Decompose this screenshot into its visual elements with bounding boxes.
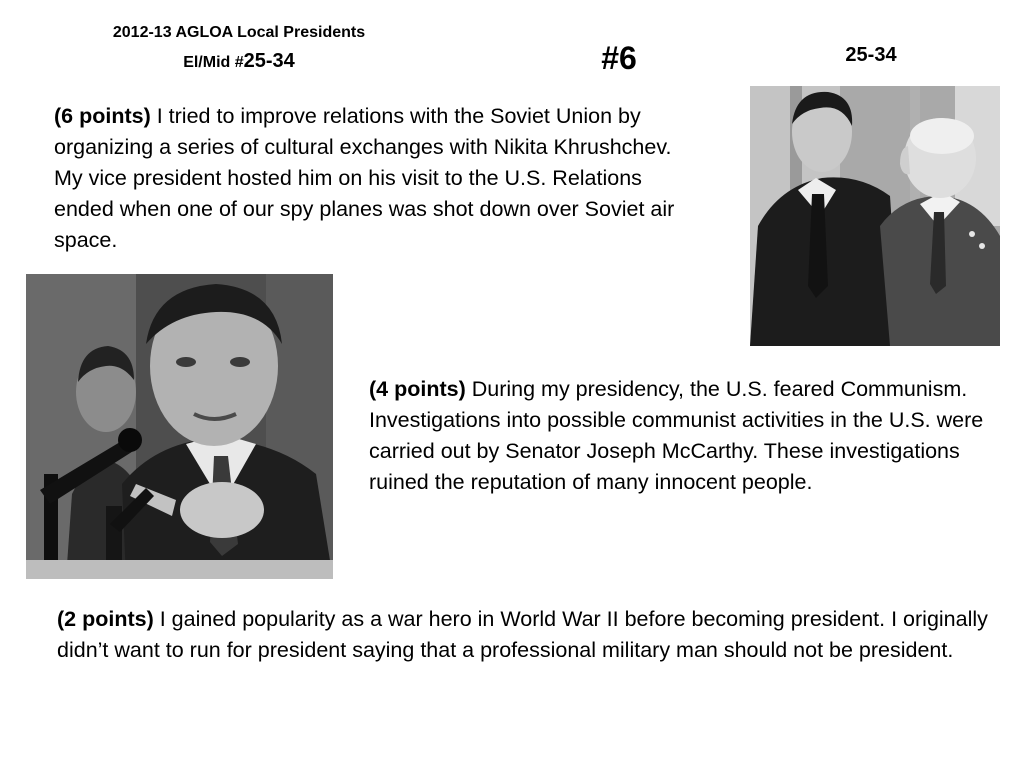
header-title: 2012-13 AGLOA Local Presidents [112,24,366,41]
clue-4-points [369,374,1009,498]
photo-mccarthy-hearing [26,274,333,579]
header-subtitle [0,50,478,73]
clue-points: (2 points) [57,607,154,631]
subtitle-range: 25-34 [243,50,295,72]
clue-2-points [57,604,997,666]
clue-points: (6 points) [54,104,151,128]
clue-text: I tried to improve relations with the Soviet Union by organizing a series of cultural exchanges with Nikita Khrushchev. My vice president hosted him on his visit to the U.S. Relations ended when one of our spy planes was shot down over Soviet air space. [54,104,675,252]
clue-6-points [54,101,694,256]
clue-text: During my presidency, the U.S. feared Communism. Investigations into possible communist activities in the U.S. were carried out by Senator Joseph McCarthy. These investigations ruined the reputation of many innocent people. [369,377,984,494]
clue-text: I gained popularity as a war hero in World War II before becoming president. I originally didn’t want to run for president saying that a professional military man should not be president. [57,607,988,662]
photo-nixon-khrushchev [750,86,1000,346]
slide-number: #6 [601,40,637,76]
clue-points: (4 points) [369,377,466,401]
range-label: 25-34 [845,44,897,66]
subtitle-prefix: El/Mid # [183,54,244,71]
